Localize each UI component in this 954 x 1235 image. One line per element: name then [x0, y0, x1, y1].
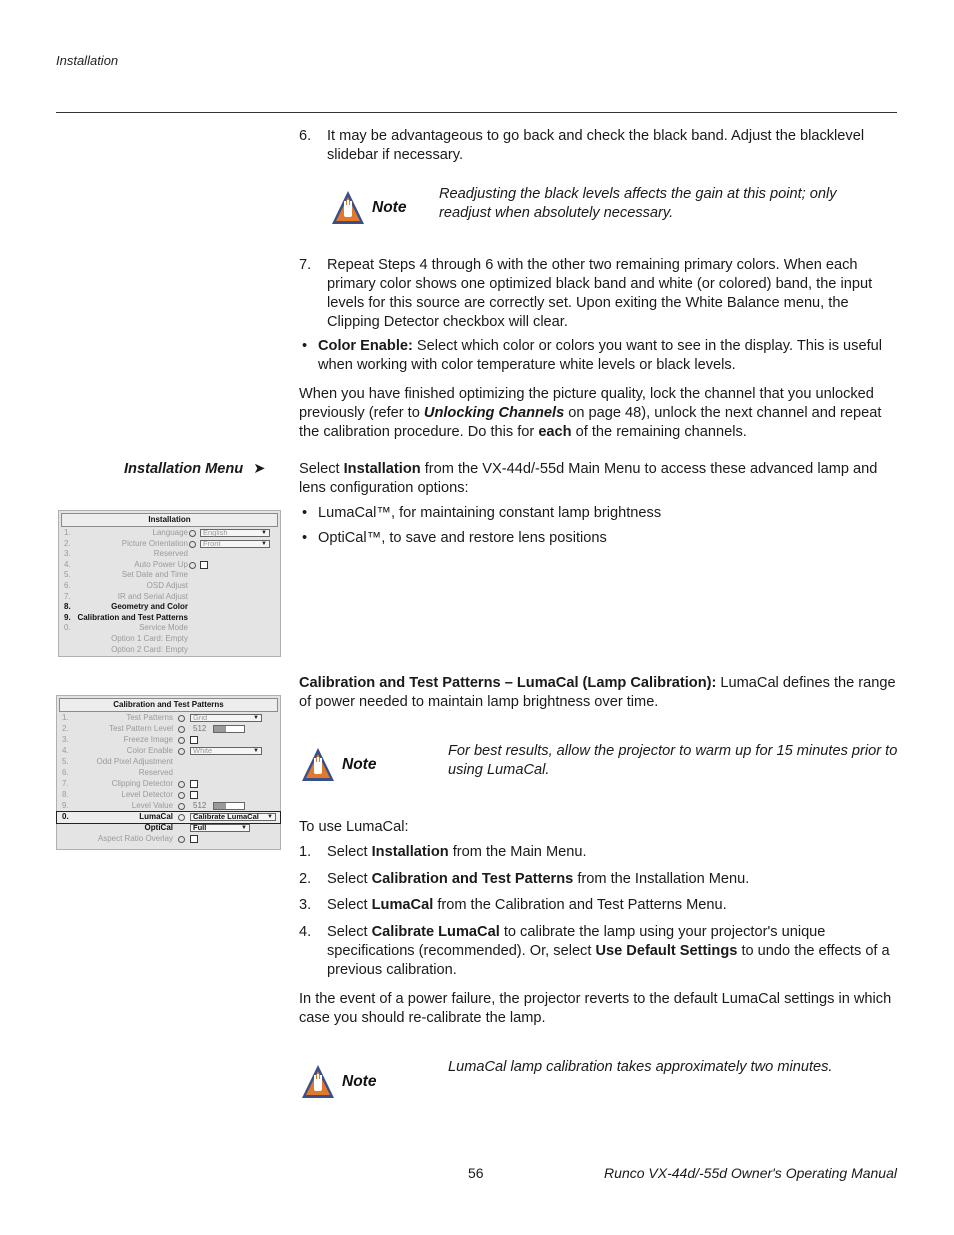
text-run: from the VX-44d/-55d Main Menu to access these advanced lamp and lens configuration options:	[299, 461, 878, 496]
text-run: to undo the effects of a previous calibration.	[327, 943, 890, 978]
row-number: 6.	[64, 581, 71, 590]
step-7	[299, 256, 897, 334]
lumacal-bullet	[299, 504, 897, 523]
note-text: Readjusting the black levels affects the gain at this point; only readjust when absolutely necessary.	[439, 186, 837, 221]
text-run: When you have finished optimizing the picture quality, lock the channel that you unlocked previously (refer to	[299, 386, 874, 421]
menu-term: Installation	[371, 844, 449, 860]
row-label: Aspect Ratio Overlay	[97, 834, 173, 843]
power-failure-paragraph: In the event of a power failure, the projector reverts to the default LumaCal settings in which case you should re-calibrate the lamp.	[299, 991, 892, 1026]
step-number: 6.	[299, 128, 312, 144]
menu-row	[57, 757, 280, 768]
menu-row	[59, 539, 280, 550]
row-number: 8.	[62, 790, 69, 799]
menu-row	[57, 735, 280, 746]
row-label: Geometry and Color	[111, 602, 188, 612]
menu-term: Use Default Settings	[595, 943, 738, 959]
note-label: Note	[342, 756, 377, 773]
dropdown-value: White	[193, 746, 213, 755]
row-label: Color Enable	[126, 746, 173, 755]
text-run: Select	[299, 461, 344, 477]
step-text: It may be advantageous to go back and check the black band. Adjust the blacklevel slidebar if necessary.	[327, 128, 865, 163]
row-number: 4.	[64, 559, 71, 569]
installation-menu-screenshot	[58, 510, 281, 657]
step-text	[327, 843, 897, 862]
clipping-checkbox	[190, 780, 198, 788]
row-label: Level Value	[131, 801, 173, 810]
menu-row	[59, 634, 280, 645]
lumacal-dropdown	[190, 813, 276, 821]
page-number-value: 56	[468, 1165, 484, 1181]
step-text	[327, 870, 897, 889]
level-value-slider	[213, 802, 245, 810]
bullet-text	[318, 337, 897, 375]
enter-icon	[178, 803, 185, 810]
step-number: 3.	[299, 897, 312, 913]
term: Calibration and Test Patterns – LumaCal (Lamp Calibration):	[299, 675, 717, 691]
warning-hand-icon	[331, 189, 365, 227]
lumacal-step-1	[299, 843, 897, 862]
menu-term: LumaCal	[371, 897, 434, 913]
menu-row	[59, 560, 280, 571]
header-rule	[56, 112, 897, 113]
dropdown-value: Front	[203, 538, 221, 548]
menu-term: Calibration and Test Patterns	[371, 871, 574, 887]
row-number: 5.	[62, 757, 69, 766]
slider-fill	[214, 803, 226, 809]
text-run: Select	[327, 871, 372, 887]
menu-row	[59, 645, 280, 656]
enter-icon	[178, 792, 185, 799]
text-run: from the Main Menu.	[448, 844, 587, 860]
color-enable-bullet	[299, 337, 897, 377]
menu-row	[59, 613, 280, 624]
dropdown-arrow-icon: ▼	[267, 814, 273, 820]
row-label: IR and Serial Adjust	[117, 591, 188, 601]
row-label: Test Pattern Level	[108, 724, 173, 733]
row-label: Level Detector	[121, 790, 173, 799]
menu-row	[57, 768, 280, 779]
warning-hand-icon	[301, 746, 335, 784]
test-pattern-dropdown	[190, 714, 262, 722]
dropdown-arrow-icon: ▼	[253, 715, 259, 721]
level-detector-checkbox	[190, 791, 198, 799]
row-label: Option 1 Card: Empty	[111, 634, 188, 643]
row-label: Set Date and Time	[121, 570, 188, 580]
note-text: LumaCal lamp calibration takes approximately two minutes.	[448, 1059, 833, 1075]
auto-power-checkbox	[200, 561, 208, 569]
row-number: 1.	[62, 713, 69, 722]
row-number: 3.	[64, 549, 71, 559]
menu-row	[59, 581, 280, 592]
enter-icon	[178, 836, 185, 843]
lumacal-step-2	[299, 870, 897, 889]
row-label: Option 2 Card: Empty	[111, 644, 188, 654]
enter-icon	[178, 748, 185, 755]
note-icon	[301, 746, 335, 788]
row-label: Picture Orientation	[121, 538, 188, 548]
menu-row	[57, 823, 280, 834]
menu-row	[59, 570, 280, 581]
term: Color Enable:	[318, 338, 413, 354]
dropdown-arrow-icon: ▼	[261, 530, 267, 536]
bullet-text: LumaCal™, for maintaining constant lamp brightness	[318, 505, 662, 521]
row-number: 7.	[64, 591, 71, 601]
manual-title: Runco VX-44d/-55d Owner's Operating Manual	[604, 1165, 897, 1181]
text-run: from the Calibration and Test Patterns Menu.	[433, 897, 727, 913]
menu-row	[57, 746, 280, 757]
menu-row	[57, 834, 280, 845]
dropdown-value: Full	[193, 823, 207, 832]
row-label: Odd Pixel Adjustment	[96, 757, 173, 766]
row-label: OSD Adjust	[146, 581, 188, 590]
running-head: Installation	[56, 53, 119, 68]
step-text	[327, 896, 897, 915]
row-label: Reserved	[138, 768, 173, 777]
menu-row	[59, 549, 280, 560]
text-run: Select	[327, 924, 372, 940]
description: LumaCal defines the range of power needed to maintain lamp brightness over time.	[299, 675, 896, 710]
menu-row	[57, 790, 280, 801]
row-label: Clipping Detector	[111, 779, 173, 788]
to-use-intro: To use LumaCal:	[299, 819, 409, 835]
dropdown-value: English	[203, 528, 228, 537]
step-number: 7.	[299, 257, 312, 273]
optical-bullet	[299, 529, 897, 548]
row-label: Reserved	[153, 549, 188, 559]
lumacal-paragraph	[299, 674, 897, 712]
text-run: of the remaining channels.	[571, 424, 747, 440]
step-text	[327, 923, 897, 980]
bullet-dot: •	[302, 530, 308, 546]
freeze-checkbox	[190, 736, 198, 744]
row-label: OptiCal	[144, 823, 173, 832]
slider-fill	[214, 726, 226, 732]
row-number: 2.	[62, 724, 69, 733]
row-label: Language	[152, 528, 188, 537]
menu-row	[57, 801, 280, 812]
arrow-icon: ➤	[253, 461, 266, 477]
row-number: 9.	[64, 612, 71, 622]
calibration-menu-screenshot	[56, 695, 281, 850]
step-number: 4.	[299, 924, 312, 940]
menu-title: Installation	[61, 513, 278, 527]
dropdown-value: Calibrate LumaCal	[193, 812, 259, 821]
enter-icon	[178, 726, 185, 733]
text-run: to calibrate the lamp using your projector's unique specifications (recommended). Or, select	[327, 924, 826, 959]
enter-icon	[189, 541, 196, 548]
row-label: Auto Power Up	[134, 559, 188, 569]
enter-icon	[178, 781, 185, 788]
page-number	[468, 1165, 484, 1181]
row-number: 5.	[64, 570, 71, 580]
row-number: 9.	[62, 801, 69, 810]
menu-row-selected	[57, 812, 280, 823]
level-value: 512	[193, 724, 207, 733]
warning-hand-icon	[301, 1063, 335, 1101]
row-label: Calibration and Test Patterns	[77, 612, 188, 622]
enter-icon	[178, 814, 185, 821]
note-icon	[331, 189, 365, 231]
bullet-dot: •	[302, 338, 308, 354]
menu-term: Calibrate LumaCal	[371, 924, 500, 940]
menu-row	[59, 592, 280, 603]
section-title: Installation Menu	[124, 461, 244, 477]
lumacal-step-4	[299, 923, 897, 981]
enter-icon	[178, 737, 185, 744]
text-run: from the Installation Menu.	[573, 871, 750, 887]
enter-icon	[189, 562, 196, 569]
row-number: 0.	[64, 623, 71, 633]
bullet-dot: •	[302, 505, 308, 521]
menu-row	[59, 528, 280, 539]
step-6	[299, 127, 897, 167]
bullet-text: OptiCal™, to save and restore lens positions	[318, 530, 607, 546]
note-icon	[301, 1063, 335, 1105]
row-number: 7.	[62, 779, 69, 788]
description: Select which color or colors you want to see in the display. This is useful when working with color temperature white levels or black levels.	[318, 338, 882, 373]
note-label: Note	[342, 1073, 377, 1090]
menu-row	[57, 724, 280, 735]
menu-row	[59, 602, 280, 613]
row-number: 8.	[64, 602, 71, 612]
row-number: 0.	[62, 812, 69, 821]
optical-dropdown	[190, 824, 250, 832]
row-label: Service Mode	[139, 623, 188, 633]
text-run: Select	[327, 897, 372, 913]
menu-row	[57, 713, 280, 724]
menu-row	[59, 623, 280, 634]
row-label: Freeze Image	[123, 735, 173, 744]
cross-reference-link[interactable]: Unlocking Channels	[423, 405, 565, 421]
step-text: Repeat Steps 4 through 6 with the other two remaining primary colors. When each primary color shows one optimized black band and white (or colored) band, the input levels for this source are correctly set. Upon exiting the White Balance menu, the Clipping Detector checkbox will clear.	[327, 257, 873, 330]
row-number: 1.	[64, 528, 71, 537]
finish-paragraph	[299, 385, 897, 442]
term: Installation	[343, 461, 421, 477]
enter-icon	[189, 530, 196, 537]
dropdown-arrow-icon: ▼	[261, 540, 267, 547]
aspect-overlay-checkbox	[190, 835, 198, 843]
step-number: 1.	[299, 844, 312, 860]
lumacal-step-3	[299, 896, 897, 915]
orientation-dropdown	[200, 540, 270, 548]
section-heading	[124, 460, 265, 477]
menu-title: Calibration and Test Patterns	[59, 698, 278, 712]
row-label: Test Patterns	[126, 713, 173, 722]
dropdown-value: Grid	[193, 713, 208, 722]
installation-intro	[299, 460, 897, 498]
row-number: 6.	[62, 768, 69, 777]
text-run: Select	[327, 844, 372, 860]
menu-row	[57, 779, 280, 790]
enter-icon	[178, 715, 185, 722]
row-number: 3.	[62, 735, 69, 744]
language-dropdown	[200, 529, 270, 537]
dropdown-arrow-icon: ▼	[241, 825, 247, 831]
color-enable-dropdown	[190, 747, 262, 755]
row-label: LumaCal	[139, 812, 173, 821]
text-run: on page 48), unlock the next channel and repeat the calibration procedure. Do this for	[299, 405, 882, 440]
emphasis: each	[538, 424, 572, 440]
row-number: 4.	[62, 746, 69, 755]
step-number: 2.	[299, 871, 312, 887]
dropdown-arrow-icon: ▼	[253, 748, 259, 754]
note-label: Note	[372, 199, 407, 216]
row-number: 2.	[64, 538, 71, 548]
level-slider	[213, 725, 245, 733]
note-text: For best results, allow the projector to warm up for 15 minutes prior to using LumaCal.	[448, 743, 898, 778]
level-value: 512	[193, 801, 207, 810]
